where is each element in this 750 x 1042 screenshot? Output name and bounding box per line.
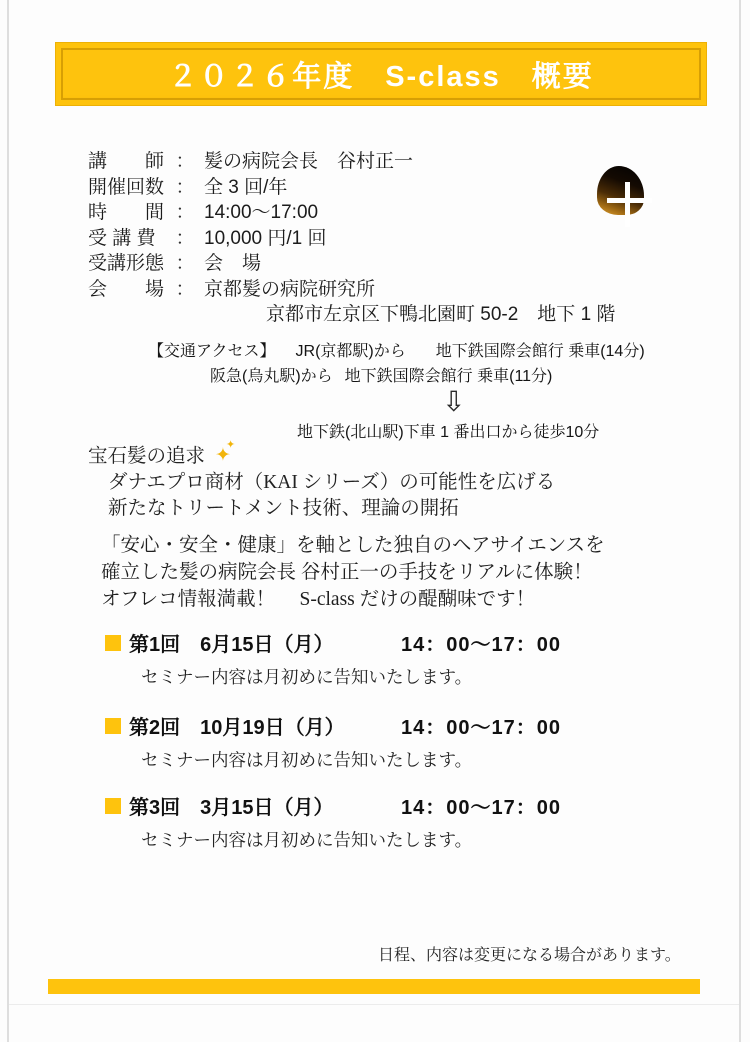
- page-edge-left: [7, 0, 9, 1042]
- down-arrow-icon: ⇩: [442, 385, 466, 418]
- seminar-info-list: [88, 149, 615, 328]
- info-value: 14:00～17:00: [204, 202, 319, 223]
- pitch-line: 確立した髪の病院会長 谷村正一の手技をリアルに体験！: [101, 562, 593, 583]
- info-label: 会 場: [88, 278, 165, 300]
- session-label: 第3回 3月15日（月）: [129, 797, 334, 819]
- info-label: 受 講 費: [88, 227, 156, 249]
- info-row-lecturer: [88, 149, 615, 175]
- session-label: 第1回 6月15日（月）: [129, 634, 334, 656]
- session-item-3: [105, 791, 561, 852]
- access-route1-from: JR(京都駅)から: [295, 343, 406, 360]
- info-value: 髪の病院会長 谷村正一: [204, 151, 414, 172]
- access-route1-detail: 地下鉄国際会館行 乗車(14分): [435, 343, 645, 360]
- title-banner: [55, 42, 707, 106]
- info-value: 京都髪の病院研究所: [204, 278, 376, 300]
- info-separator: ：: [175, 176, 195, 198]
- pursuit-block: [88, 439, 556, 522]
- pursuit-heading-row: [88, 439, 555, 470]
- bullet-square-icon: [105, 635, 121, 651]
- info-separator: ：: [175, 278, 195, 300]
- info-row-venue: [88, 277, 615, 303]
- transport-access-block: [148, 339, 645, 445]
- info-label: 時 間: [88, 202, 165, 223]
- info-label: 講 師: [88, 151, 165, 172]
- venue-address: 京都市左京区下鴨北園町 50-2 地下 1 階: [266, 304, 616, 325]
- session-heading: [105, 628, 561, 657]
- pursuit-line: 新たなトリートメント技術、理論の開拓: [108, 498, 459, 519]
- disclaimer-note: 日程、内容は変更になる場合があります。: [378, 947, 681, 964]
- bullet-square-icon: [105, 718, 121, 734]
- info-separator: ：: [175, 227, 195, 249]
- info-row-count: [88, 175, 615, 201]
- pitch-line: オフレコ情報満載！ S-class だけの醍醐味です！: [101, 589, 536, 610]
- access-route2-from: 阪急(烏丸駅)から: [210, 368, 333, 385]
- session-item-1: [105, 628, 561, 689]
- info-label: 開催回数: [88, 176, 165, 198]
- sparkle-star-small: ✦: [226, 439, 236, 451]
- session-heading: [105, 711, 561, 740]
- logo-plus-icon-vertical: [625, 182, 630, 227]
- page-edge-bottom: [9, 1004, 739, 1005]
- info-label: 受講形態: [88, 253, 165, 274]
- sparkle-icon: [209, 439, 237, 470]
- session-note: セミナー内容は月初めに告知いたします。: [141, 750, 473, 770]
- access-route-1: [148, 339, 645, 364]
- pitch-paragraph: [101, 532, 605, 613]
- session-item-2: [105, 711, 561, 772]
- session-note: セミナー内容は月初めに告知いたします。: [141, 830, 473, 850]
- info-value: 会 場: [204, 253, 262, 274]
- info-separator: ：: [175, 151, 195, 172]
- session-time: 14：00～17：00: [401, 717, 561, 739]
- page-edge-right: [739, 0, 741, 1042]
- info-row-time: [88, 200, 615, 226]
- pursuit-heading: 宝石髪の追求: [88, 446, 206, 467]
- session-label: 第2回 10月19日（月）: [129, 717, 345, 739]
- sparkle-star-large: ✦: [215, 445, 231, 466]
- info-value: 10,000 円/1 回: [204, 227, 327, 249]
- pursuit-line: ダナエプロ商材（KAI シリーズ）の可能性を広げる: [108, 472, 556, 493]
- session-heading: [105, 791, 561, 820]
- access-heading: 【交通アクセス】: [148, 343, 276, 360]
- session-time: 14：00～17：00: [401, 797, 561, 819]
- session-note: セミナー内容は月初めに告知いたします。: [141, 667, 473, 687]
- info-separator: ：: [175, 202, 195, 223]
- info-row-format: [88, 251, 615, 277]
- bottom-accent-bar: [48, 979, 700, 994]
- access-route2-detail: 地下鉄国際会館行 乗車(11分): [344, 368, 553, 385]
- info-value: 全 3 回/年: [204, 176, 288, 198]
- bullet-square-icon: [105, 798, 121, 814]
- pitch-line: 「安心・安全・健康」を軸とした独自のヘアサイエンスを: [101, 535, 605, 556]
- page-title: ２０２６年度 S-class 概要: [168, 60, 594, 93]
- access-route-2: [148, 364, 645, 389]
- access-arrival: 地下鉄(北山駅)下車 1 番出口から徒歩10分: [297, 424, 600, 441]
- info-separator: ：: [175, 253, 195, 274]
- info-row-fee: [88, 226, 615, 252]
- session-time: 14：00～17：00: [401, 634, 561, 656]
